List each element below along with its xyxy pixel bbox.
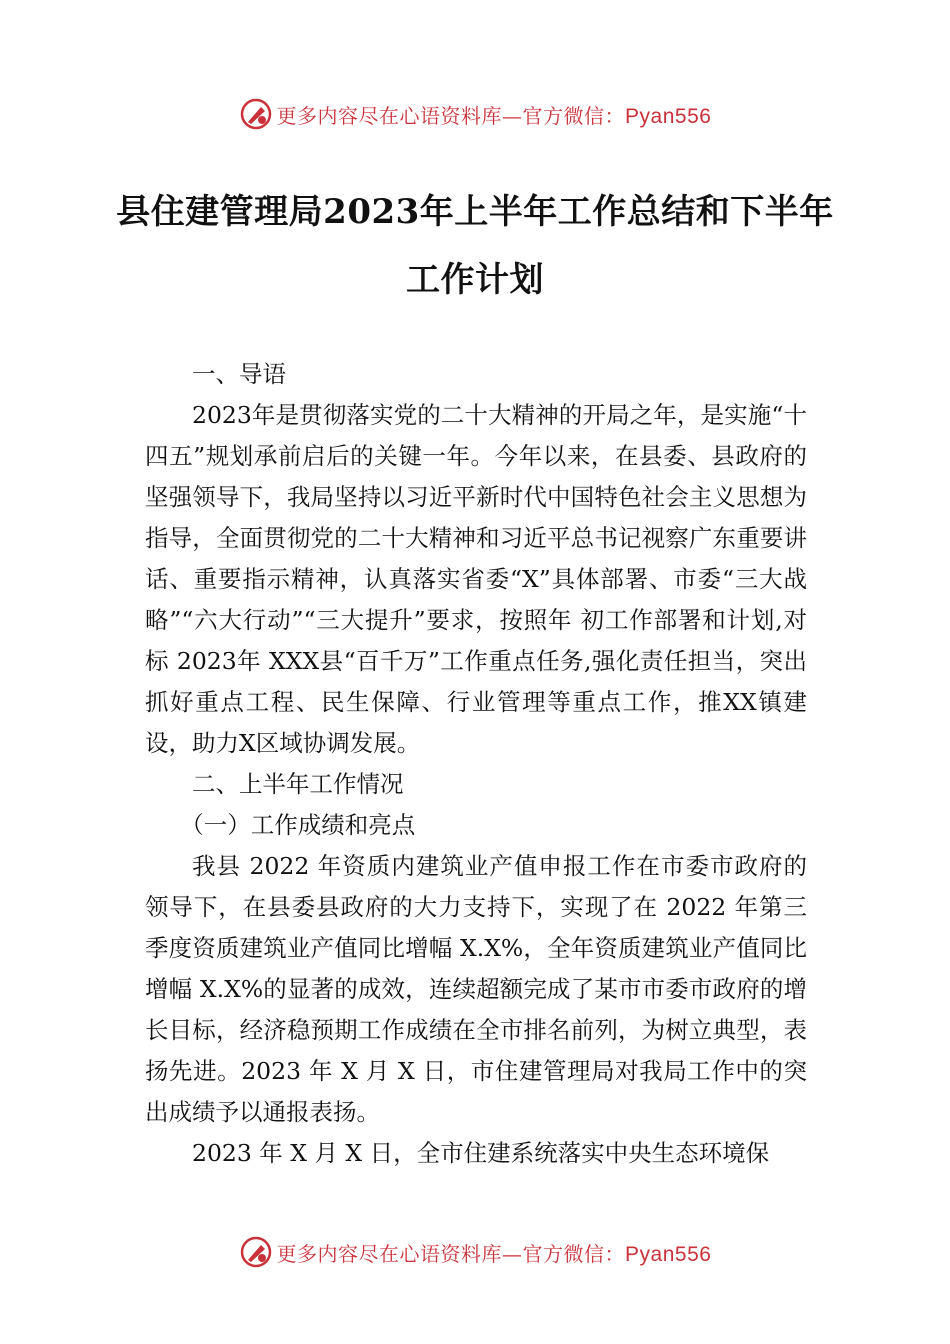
watermark-text: 更多内容尽在心语资料库—官方微信：Pyan556 [276, 1241, 712, 1266]
section-heading: 一、导语 [192, 360, 286, 388]
paragraph: 我县 2022 年资质内建筑业产值申报工作在市委市政府的领导下，在县委县政府的大力支持下，实现了在 2022 年第三季度资质建筑业产值同比增幅 X.X%，全年资质建筑业产值同比增幅 X.X%的显著的成效，连续超额完成了某市市委市政府的增长目标，经济稳预期工作成绩在全市排名前列，为树立典型，表扬先进。2023 年 X 月 X 日，市住建管理局对我局工作中的突出成绩予以通报表扬。 [145, 852, 807, 1126]
watermark-text: 更多内容尽在心语资料库—官方微信：Pyan556 [276, 103, 712, 128]
pen-nib-logo-icon [239, 97, 273, 131]
paragraph: 2023 年 X 月 X 日，全市住建系统落实中央生态环境保 [192, 1139, 770, 1167]
section-heading: 二、上半年工作情况 [192, 770, 404, 798]
paragraph: 2023年是贯彻落实党的二十大精神的开局之年，是实施“十四五”规划承前启后的关键一年。今年以来，在县委、县政府的坚强领导下，我局坚持以习近平新时代中国特色社会主义思想为指导，全面贯彻党的二十大精神和习近平总书记视察广东重要讲话、重要指示精神，认真落实省委“X”具体部署、市委“三大战略”“六大行动”“三大提升”要求，按照年 初工作部署和计划,对标 2023年 XXX县“百千万”工作重点任务,强化责任担当，突出抓好重点工程、民生保障、行业管理等重点工作，推XX镇建设，助力X区域协调发展。 [145, 401, 807, 757]
subsection-heading: （一）工作成绩和亮点 [180, 811, 416, 839]
watermark-banner-bottom [0, 1232, 950, 1272]
pen-nib-logo-icon [239, 1235, 273, 1269]
watermark-banner-top [0, 94, 950, 134]
document-body [145, 354, 807, 1174]
document-title: 县住建管理局2023年上半年工作总结和下半年工作计划 [116, 192, 834, 300]
